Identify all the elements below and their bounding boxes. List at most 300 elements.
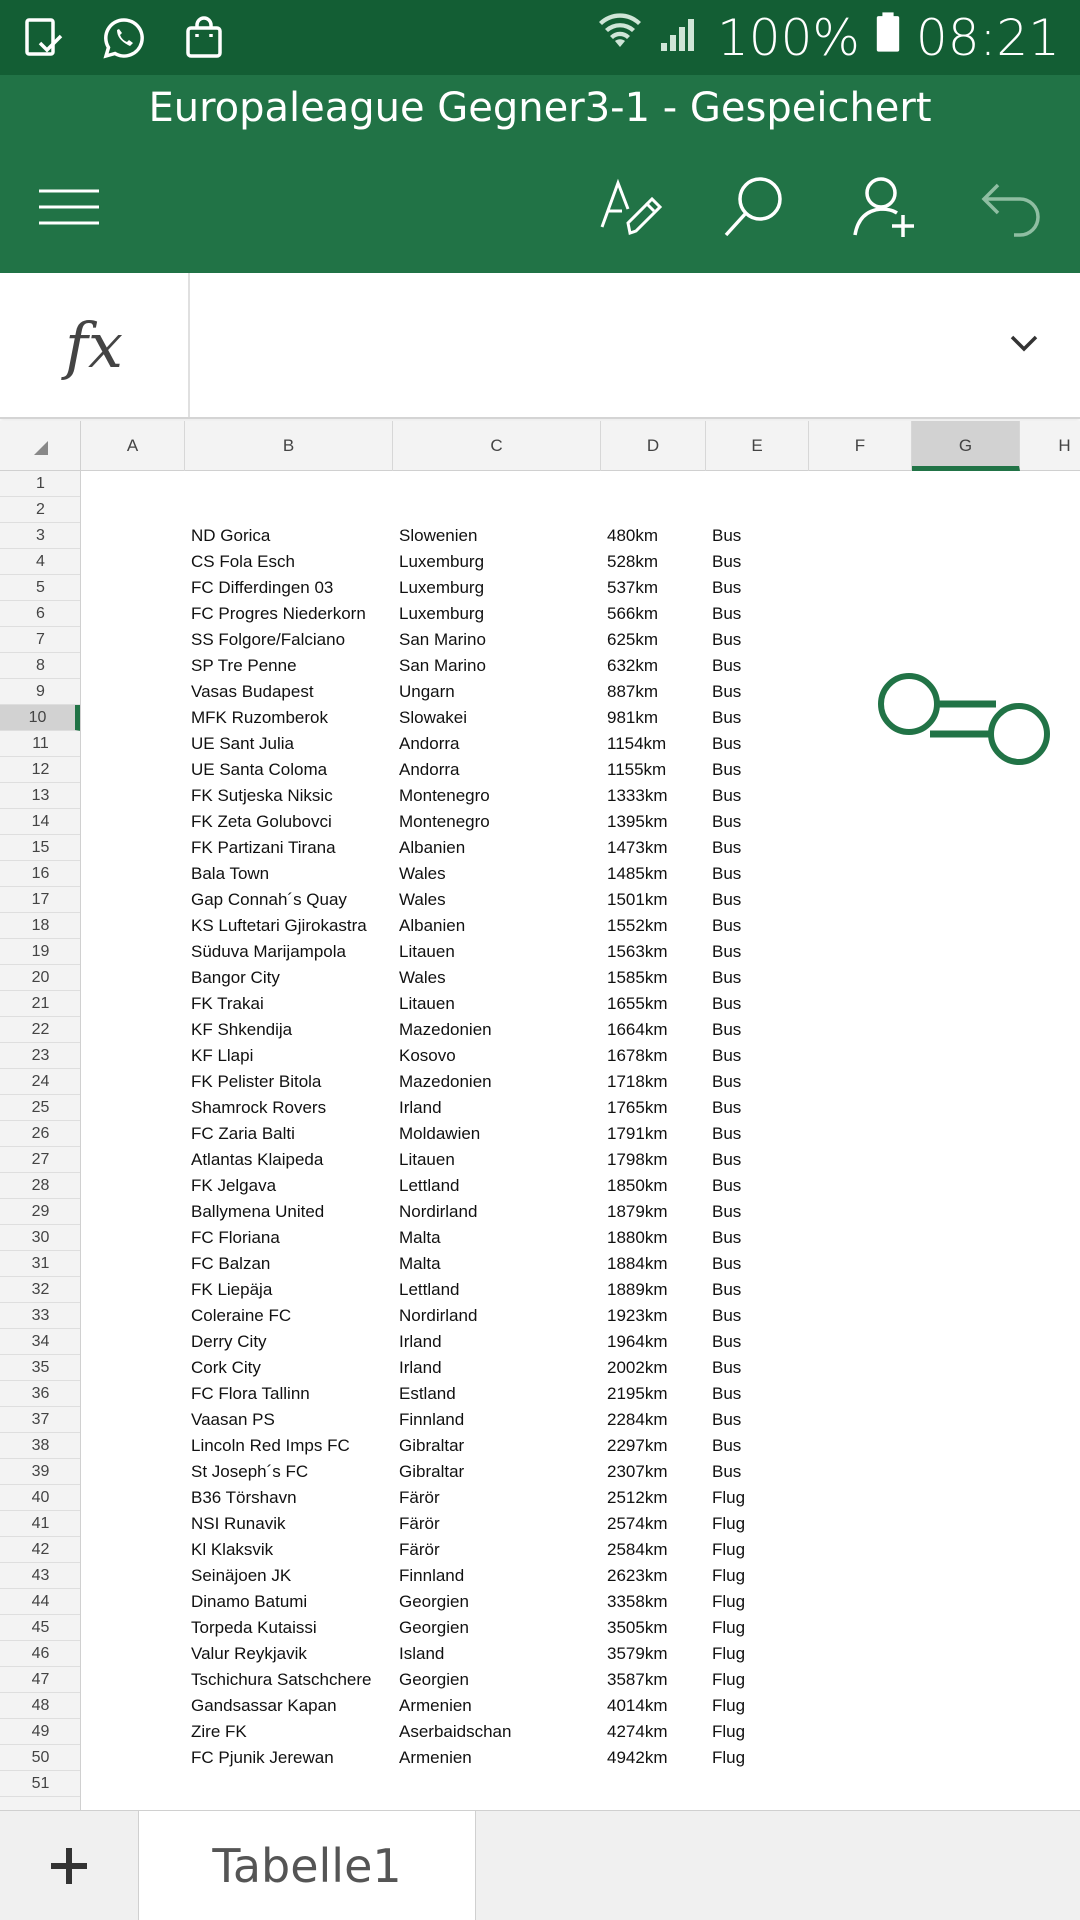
cell-distance[interactable]: 1395km: [607, 812, 668, 831]
cell-team[interactable]: KS Luftetari Gjirokastra: [191, 916, 367, 935]
cell-distance[interactable]: 1880km: [607, 1228, 668, 1247]
cell-distance[interactable]: 1765km: [607, 1098, 668, 1117]
cell-distance[interactable]: 1501km: [607, 890, 668, 909]
cell-distance[interactable]: 537km: [607, 578, 659, 597]
cell-transport[interactable]: Bus: [712, 1228, 742, 1247]
cell-team[interactable]: Bala Town: [191, 864, 270, 883]
row-header-49[interactable]: 49: [0, 1719, 81, 1745]
cell-team[interactable]: Atlantas Klaipeda: [191, 1150, 324, 1169]
chevron-down-icon[interactable]: [1004, 323, 1044, 363]
menu-button[interactable]: [29, 167, 109, 247]
cell-distance[interactable]: 3587km: [607, 1670, 668, 1689]
whatsapp-icon: [102, 16, 146, 65]
cell-transport[interactable]: Bus: [712, 864, 742, 883]
row-header-26[interactable]: 26: [0, 1121, 81, 1147]
cell-country[interactable]: Färör: [399, 1540, 440, 1559]
row-header-21[interactable]: 21: [0, 991, 81, 1017]
table-row: [82, 1511, 1080, 1537]
cell-team[interactable]: Lincoln Red Imps FC: [191, 1436, 350, 1455]
row-header-32[interactable]: 32: [0, 1277, 81, 1303]
cell-country[interactable]: San Marino: [399, 656, 486, 675]
cell-team[interactable]: SS Folgore/Falciano: [191, 630, 346, 649]
cell-country[interactable]: Finnland: [399, 1566, 465, 1585]
cell-team[interactable]: Torpeda Kutaissi: [191, 1618, 317, 1637]
cell-team[interactable]: Vasas Budapest: [191, 682, 314, 701]
table-row: [82, 1641, 1080, 1667]
table-row: [82, 1433, 1080, 1459]
cell-country[interactable]: Luxemburg: [399, 552, 485, 571]
column-header-g[interactable]: G: [912, 421, 1020, 471]
cell-transport[interactable]: Flug: [712, 1488, 746, 1507]
column-header-a[interactable]: A: [81, 421, 185, 471]
cell-transport[interactable]: Bus: [712, 812, 742, 831]
status-bar: [0, 0, 1080, 75]
cell-team[interactable]: FK Trakai: [191, 994, 264, 1013]
table-row: [82, 1407, 1080, 1433]
cell-team[interactable]: UE Sant Julia: [191, 734, 294, 753]
cell-country[interactable]: Andorra: [399, 760, 460, 779]
cell-distance[interactable]: 1718km: [607, 1072, 668, 1091]
download-notification-icon: [22, 16, 66, 65]
cell-distance[interactable]: 1798km: [607, 1150, 668, 1169]
cell-transport[interactable]: Flug: [712, 1566, 746, 1585]
search-icon: [718, 171, 790, 243]
hamburger-menu-icon: [33, 171, 105, 243]
cell-team[interactable]: Kl Klaksvik: [191, 1540, 274, 1559]
cell-country[interactable]: Georgien: [399, 1618, 469, 1637]
cell-transport[interactable]: Bus: [712, 1280, 742, 1299]
cell-distance[interactable]: 2512km: [607, 1488, 668, 1507]
column-header-f[interactable]: F: [809, 421, 912, 471]
row-header-3[interactable]: 3: [0, 523, 81, 549]
table-row: [82, 575, 1080, 601]
cell-country[interactable]: Wales: [399, 890, 446, 909]
cell-distance[interactable]: 887km: [607, 682, 659, 701]
cell-country[interactable]: Albanien: [399, 838, 466, 857]
row-header-29[interactable]: 29: [0, 1199, 81, 1225]
selection-drag-handle[interactable]: [878, 671, 1053, 767]
cell-distance[interactable]: 480km: [607, 526, 659, 545]
row-header-27[interactable]: 27: [0, 1147, 81, 1173]
cell-transport[interactable]: Bus: [712, 1020, 742, 1039]
sheet-tab-tabelle1[interactable]: Tabelle1: [138, 1811, 476, 1920]
cell-transport[interactable]: Flug: [712, 1514, 746, 1533]
cell-country[interactable]: San Marino: [399, 630, 486, 649]
cell-transport[interactable]: Bus: [712, 578, 742, 597]
table-row: [82, 1563, 1080, 1589]
cell-country[interactable]: Slowakei: [399, 708, 468, 727]
cell-transport[interactable]: Bus: [712, 1332, 742, 1351]
cell-transport[interactable]: Bus: [712, 604, 742, 623]
cell-country[interactable]: Nordirland: [399, 1202, 478, 1221]
cell-team[interactable]: Ballymena United: [191, 1202, 325, 1221]
cell-team[interactable]: Dinamo Batumi: [191, 1592, 308, 1611]
table-row: [82, 1069, 1080, 1095]
cell-distance[interactable]: 1485km: [607, 864, 668, 883]
row-header-6[interactable]: 6: [0, 601, 81, 627]
row-header-23[interactable]: 23: [0, 1043, 81, 1069]
cell-team[interactable]: FK Partizani Tirana: [191, 838, 336, 857]
search-button[interactable]: [714, 167, 794, 247]
row-header-15[interactable]: 15: [0, 835, 81, 861]
table-row: [82, 1251, 1080, 1277]
cell-country[interactable]: Lettland: [399, 1176, 460, 1195]
row-header-47[interactable]: 47: [0, 1667, 81, 1693]
cell-country[interactable]: Georgien: [399, 1592, 469, 1611]
table-row: [82, 1459, 1080, 1485]
battery-percent: 100%: [716, 9, 860, 67]
cell-country[interactable]: Kosovo: [399, 1046, 456, 1065]
cell-team[interactable]: FK Zeta Golubovci: [191, 812, 332, 831]
cell-distance[interactable]: 1791km: [607, 1124, 668, 1143]
cell-team[interactable]: Derry City: [191, 1332, 267, 1351]
cell-transport[interactable]: Flug: [712, 1540, 746, 1559]
cell-distance[interactable]: 1850km: [607, 1176, 668, 1195]
app-header: [0, 75, 1080, 273]
cell-distance[interactable]: 625km: [607, 630, 659, 649]
cell-team[interactable]: Cork City: [191, 1358, 261, 1377]
cell-transport[interactable]: Bus: [712, 630, 742, 649]
cell-distance[interactable]: 1889km: [607, 1280, 668, 1299]
cell-distance[interactable]: 4014km: [607, 1696, 668, 1715]
row-header-13[interactable]: 13: [0, 783, 81, 809]
row-header-18[interactable]: 18: [0, 913, 81, 939]
cell-country[interactable]: Luxemburg: [399, 578, 485, 597]
add-sheet-button[interactable]: [0, 1811, 138, 1920]
undo-icon: [976, 171, 1048, 243]
column-header-e[interactable]: E: [706, 421, 809, 471]
cell-team[interactable]: Bangor City: [191, 968, 280, 987]
row-header-35[interactable]: 35: [0, 1355, 81, 1381]
cell-distance[interactable]: 2002km: [607, 1358, 668, 1377]
cell-transport[interactable]: Bus: [712, 1072, 742, 1091]
cell-team[interactable]: Shamrock Rovers: [191, 1098, 327, 1117]
cell-distance[interactable]: 2584km: [607, 1540, 668, 1559]
cell-transport[interactable]: Bus: [712, 1462, 742, 1481]
cell-team[interactable]: CS Fola Esch: [191, 552, 295, 571]
cell-transport[interactable]: Bus: [712, 552, 742, 571]
cell-team[interactable]: Coleraine FC: [191, 1306, 292, 1325]
cell-transport[interactable]: Bus: [712, 1098, 742, 1117]
cell-country[interactable]: Lettland: [399, 1280, 460, 1299]
undo-button[interactable]: [972, 167, 1052, 247]
cell-country[interactable]: Georgien: [399, 1670, 469, 1689]
table-row: [82, 1147, 1080, 1173]
cell-transport[interactable]: Flug: [712, 1696, 746, 1715]
edit-button[interactable]: [590, 167, 670, 247]
cell-country[interactable]: Armenien: [399, 1748, 472, 1767]
cell-team[interactable]: ND Gorica: [191, 526, 271, 545]
row-header-19[interactable]: 19: [0, 939, 81, 965]
shopping-bag-icon: [182, 16, 226, 65]
row-header-7[interactable]: 7: [0, 627, 81, 653]
table-row: [82, 1329, 1080, 1355]
cell-country[interactable]: Moldawien: [399, 1124, 481, 1143]
cell-country[interactable]: Island: [399, 1644, 445, 1663]
cell-transport[interactable]: Bus: [712, 1306, 742, 1325]
cell-transport[interactable]: Bus: [712, 890, 742, 909]
cell-team[interactable]: NSI Runavik: [191, 1514, 286, 1533]
row-header-40[interactable]: 40: [0, 1485, 81, 1511]
cell-country[interactable]: Albanien: [399, 916, 466, 935]
formula-input[interactable]: [192, 273, 1080, 417]
cell-country[interactable]: Irland: [399, 1332, 442, 1351]
row-header-16[interactable]: 16: [0, 861, 81, 887]
cell-team[interactable]: KF Shkendija: [191, 1020, 293, 1039]
cell-distance[interactable]: 566km: [607, 604, 659, 623]
cell-team[interactable]: Seinäjoen JK: [191, 1566, 292, 1585]
cell-transport[interactable]: Bus: [712, 734, 742, 753]
cell-country[interactable]: Aserbaidschan: [399, 1722, 512, 1741]
row-header-8[interactable]: 8: [0, 653, 81, 679]
cell-distance[interactable]: 1155km: [607, 760, 667, 779]
cell-country[interactable]: Montenegro: [399, 812, 490, 831]
cell-country[interactable]: Malta: [399, 1228, 441, 1247]
cell-team[interactable]: Gandsassar Kapan: [191, 1696, 337, 1715]
row-header-33[interactable]: 33: [0, 1303, 81, 1329]
table-row: [82, 1095, 1080, 1121]
cell-distance[interactable]: 1333km: [607, 786, 668, 805]
cell-country[interactable]: Finnland: [399, 1410, 465, 1429]
row-header-36[interactable]: 36: [0, 1381, 81, 1407]
table-row: [82, 1589, 1080, 1615]
cell-team[interactable]: FC Pjunik Jerewan: [191, 1748, 334, 1767]
cell-team[interactable]: FK Jelgava: [191, 1176, 277, 1195]
cell-transport[interactable]: Bus: [712, 1254, 742, 1273]
cell-team[interactable]: B36 Törshavn: [191, 1488, 297, 1507]
row-header-39[interactable]: 39: [0, 1459, 81, 1485]
cell-country[interactable]: Färör: [399, 1488, 440, 1507]
cell-distance[interactable]: 1879km: [607, 1202, 668, 1221]
row-header-31[interactable]: 31: [0, 1251, 81, 1277]
cell-country[interactable]: Wales: [399, 968, 446, 987]
cell-team[interactable]: FC Flora Tallinn: [191, 1384, 310, 1403]
cell-transport[interactable]: Bus: [712, 786, 742, 805]
cell-transport[interactable]: Bus: [712, 682, 742, 701]
cell-distance[interactable]: 2284km: [607, 1410, 668, 1429]
cell-distance[interactable]: 2297km: [607, 1436, 668, 1455]
row-header-24[interactable]: 24: [0, 1069, 81, 1095]
cell-team[interactable]: Gap Connah´s Quay: [191, 890, 347, 909]
cell-distance[interactable]: 1678km: [607, 1046, 668, 1065]
row-header-12[interactable]: 12: [0, 757, 81, 783]
row-header-28[interactable]: 28: [0, 1173, 81, 1199]
row-header-37[interactable]: 37: [0, 1407, 81, 1433]
cell-transport[interactable]: Bus: [712, 994, 742, 1013]
cell-transport[interactable]: Flug: [712, 1618, 746, 1637]
sheet-tab-bar: [0, 1810, 1080, 1920]
cell-distance[interactable]: 1154km: [607, 734, 667, 753]
row-header-20[interactable]: 20: [0, 965, 81, 991]
cell-team[interactable]: FK Pelister Bitola: [191, 1072, 322, 1091]
cell-distance[interactable]: 3579km: [607, 1644, 668, 1663]
cell-transport[interactable]: Bus: [712, 656, 742, 675]
cell-country[interactable]: Mazedonien: [399, 1072, 492, 1091]
column-header-h[interactable]: H: [1035, 421, 1080, 471]
select-all-corner[interactable]: [0, 421, 81, 471]
cell-distance[interactable]: 4942km: [607, 1748, 668, 1767]
cell-team[interactable]: MFK Ruzomberok: [191, 708, 328, 727]
cell-transport[interactable]: Flug: [712, 1722, 746, 1741]
cell-distance[interactable]: 4274km: [607, 1722, 668, 1741]
cell-country[interactable]: Mazedonien: [399, 1020, 492, 1039]
table-row: [82, 913, 1080, 939]
cell-country[interactable]: Andorra: [399, 734, 460, 753]
cell-distance[interactable]: 981km: [607, 708, 659, 727]
cell-transport[interactable]: Flug: [712, 1592, 746, 1611]
cell-team[interactable]: UE Santa Coloma: [191, 760, 328, 779]
row-header-4[interactable]: 4: [0, 549, 81, 575]
cell-country[interactable]: Irland: [399, 1358, 442, 1377]
row-header-17[interactable]: 17: [0, 887, 81, 913]
row-header-1[interactable]: 1: [0, 471, 81, 497]
cell-country[interactable]: Malta: [399, 1254, 441, 1273]
row-header-11[interactable]: 11: [0, 731, 81, 757]
row-header-46[interactable]: 46: [0, 1641, 81, 1667]
share-button[interactable]: [845, 167, 925, 247]
cell-country[interactable]: Irland: [399, 1098, 442, 1117]
row-header-41[interactable]: 41: [0, 1511, 81, 1537]
table-row: [82, 809, 1080, 835]
row-header-9[interactable]: 9: [0, 679, 81, 705]
cell-country[interactable]: Wales: [399, 864, 446, 883]
cell-distance[interactable]: 1664km: [607, 1020, 668, 1039]
cell-team[interactable]: SP Tre Penne: [191, 656, 297, 675]
row-header-38[interactable]: 38: [0, 1433, 81, 1459]
table-row: [82, 1173, 1080, 1199]
cell-team[interactable]: FC Balzan: [191, 1254, 271, 1273]
cell-distance[interactable]: 1473km: [607, 838, 668, 857]
row-header-51[interactable]: 51: [0, 1771, 81, 1797]
cell-transport[interactable]: Bus: [712, 1358, 742, 1377]
cell-transport[interactable]: Bus: [712, 1176, 742, 1195]
clock: 08:21: [915, 9, 1060, 67]
table-row: [82, 1199, 1080, 1225]
cell-distance[interactable]: 1923km: [607, 1306, 668, 1325]
cell-team[interactable]: FC Differdingen 03: [191, 578, 334, 597]
cell-transport[interactable]: Flug: [712, 1748, 746, 1767]
row-header-14[interactable]: 14: [0, 809, 81, 835]
function-button[interactable]: fx: [0, 273, 190, 417]
row-header-42[interactable]: 42: [0, 1537, 81, 1563]
cell-country[interactable]: Slowenien: [399, 526, 478, 545]
table-row: [82, 549, 1080, 575]
cell-country[interactable]: Litauen: [399, 994, 455, 1013]
cell-country[interactable]: Montenegro: [399, 786, 490, 805]
row-header-2[interactable]: 2: [0, 497, 81, 523]
cell-distance[interactable]: 1884km: [607, 1254, 668, 1273]
cell-country[interactable]: Armenien: [399, 1696, 472, 1715]
cell-transport[interactable]: Bus: [712, 1410, 742, 1429]
cell-team[interactable]: KF Llapi: [191, 1046, 254, 1065]
cell-distance[interactable]: 3358km: [607, 1592, 668, 1611]
cell-team[interactable]: Valur Reykjavik: [191, 1644, 307, 1663]
cell-distance[interactable]: 1655km: [607, 994, 668, 1013]
column-header-bar: [0, 421, 1080, 471]
cell-distance[interactable]: 3505km: [607, 1618, 668, 1637]
cell-country[interactable]: Litauen: [399, 1150, 455, 1169]
cell-country[interactable]: Nordirland: [399, 1306, 478, 1325]
cell-distance[interactable]: 528km: [607, 552, 659, 571]
row-header-44[interactable]: 44: [0, 1589, 81, 1615]
cell-transport[interactable]: Bus: [712, 1150, 742, 1169]
table-row: [82, 1537, 1080, 1563]
cell-team[interactable]: Tschichura Satschchere: [191, 1670, 372, 1689]
cell-transport[interactable]: Bus: [712, 838, 742, 857]
cell-country[interactable]: Gibraltar: [399, 1436, 465, 1455]
row-header-25[interactable]: 25: [0, 1095, 81, 1121]
table-row: [82, 601, 1080, 627]
cell-transport[interactable]: Bus: [712, 968, 742, 987]
cell-transport[interactable]: Bus: [712, 526, 742, 545]
row-header-45[interactable]: 45: [0, 1615, 81, 1641]
column-header-d[interactable]: D: [601, 421, 706, 471]
cell-transport[interactable]: Bus: [712, 942, 742, 961]
cell-distance[interactable]: 1585km: [607, 968, 668, 987]
cell-team[interactable]: FK Sutjeska Niksic: [191, 786, 333, 805]
cell-team[interactable]: FC Zaria Balti: [191, 1124, 295, 1143]
table-row: [82, 1381, 1080, 1407]
table-row: [82, 1225, 1080, 1251]
cell-team[interactable]: Zire FK: [191, 1722, 247, 1741]
cell-transport[interactable]: Flug: [712, 1644, 746, 1663]
row-header-22[interactable]: 22: [0, 1017, 81, 1043]
table-row: [82, 1121, 1080, 1147]
cell-distance[interactable]: 1552km: [607, 916, 668, 935]
row-header-43[interactable]: 43: [0, 1563, 81, 1589]
cell-distance[interactable]: 2195km: [607, 1384, 668, 1403]
cell-distance[interactable]: 1964km: [607, 1332, 668, 1351]
row-header-30[interactable]: 30: [0, 1225, 81, 1251]
add-person-icon: [849, 171, 921, 243]
cell-country[interactable]: Färör: [399, 1514, 440, 1533]
cell-country[interactable]: Luxemburg: [399, 604, 485, 623]
row-header-10[interactable]: 10: [0, 705, 81, 731]
row-header-50[interactable]: 50: [0, 1745, 81, 1771]
cell-distance[interactable]: 2574km: [607, 1514, 668, 1533]
cell-distance[interactable]: 1563km: [607, 942, 668, 961]
cell-team[interactable]: Vaasan PS: [191, 1410, 275, 1429]
cell-transport[interactable]: Bus: [712, 1384, 742, 1403]
row-header-48[interactable]: 48: [0, 1693, 81, 1719]
cell-team[interactable]: FC Floriana: [191, 1228, 280, 1247]
cell-team[interactable]: Süduva Marijampola: [191, 942, 346, 961]
column-header-b[interactable]: B: [185, 421, 393, 471]
cell-transport[interactable]: Bus: [712, 1124, 742, 1143]
cell-team[interactable]: FK Liepäja: [191, 1280, 273, 1299]
row-header-5[interactable]: 5: [0, 575, 81, 601]
cell-team[interactable]: FC Progres Niederkorn: [191, 604, 366, 623]
cell-transport[interactable]: Bus: [712, 1436, 742, 1455]
cell-transport[interactable]: Bus: [712, 760, 742, 779]
cell-distance[interactable]: 2623km: [607, 1566, 668, 1585]
cell-transport[interactable]: Bus: [712, 708, 742, 727]
cell-country[interactable]: Gibraltar: [399, 1462, 465, 1481]
cell-team[interactable]: St Joseph´s FC: [191, 1462, 309, 1481]
text-edit-pen-icon: [594, 171, 666, 243]
cell-country[interactable]: Litauen: [399, 942, 455, 961]
cell-country[interactable]: Ungarn: [399, 682, 455, 701]
cell-transport[interactable]: Bus: [712, 916, 742, 935]
column-header-c[interactable]: C: [393, 421, 601, 471]
row-header-34[interactable]: 34: [0, 1329, 81, 1355]
cell-distance[interactable]: 2307km: [607, 1462, 668, 1481]
cell-transport[interactable]: Bus: [712, 1202, 742, 1221]
cell-transport[interactable]: Flug: [712, 1670, 746, 1689]
cell-transport[interactable]: Bus: [712, 1046, 742, 1065]
cell-distance[interactable]: 632km: [607, 656, 659, 675]
cell-country[interactable]: Estland: [399, 1384, 456, 1403]
